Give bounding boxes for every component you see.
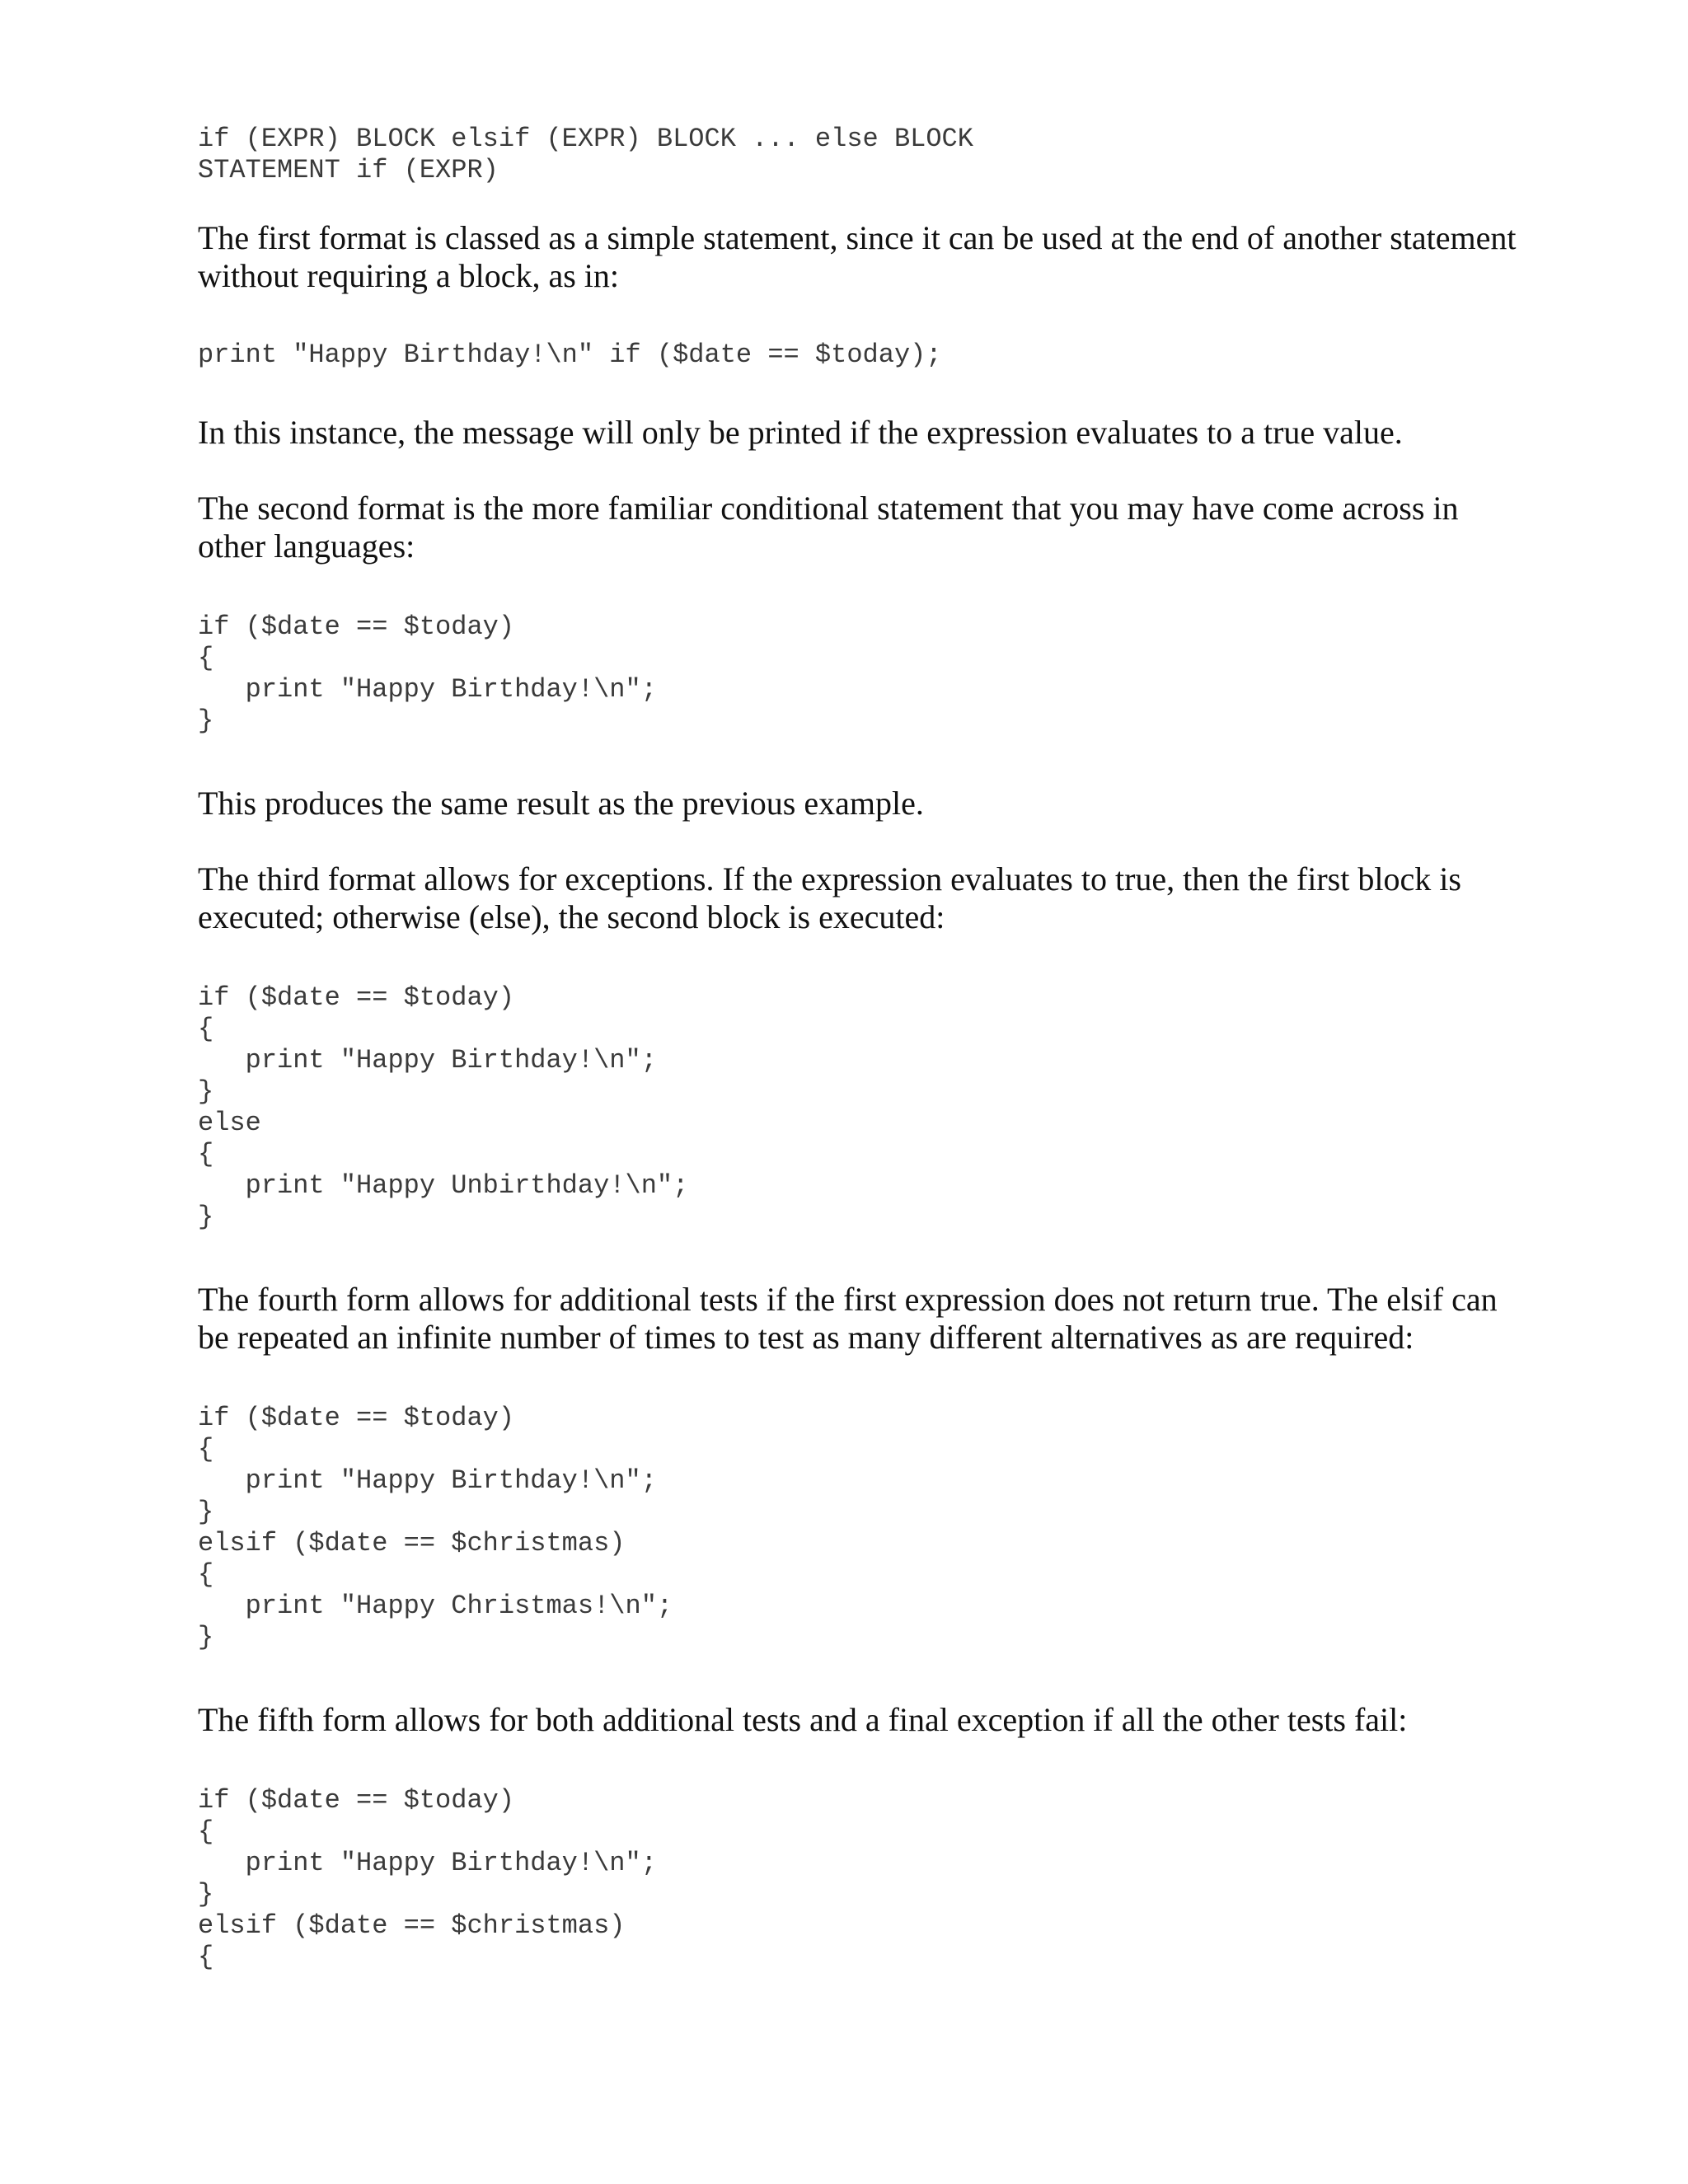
paragraph-instance: In this instance, the message will only be printed if the expression evaluates to a true value. xyxy=(198,414,1403,451)
paragraph-first-format: The first format is classed as a simple statement, since it can be used at the end of another statement without requiring a block, as in: xyxy=(198,219,1517,294)
code-example-if-block: if ($date == $today) { print "Happy Birthday!\n"; } xyxy=(198,612,657,736)
syntax-code-block: if (EXPR) BLOCK elsif (EXPR) BLOCK ... else BLOCK STATEMENT if (EXPR) xyxy=(198,124,973,185)
code-example-if-else: if ($date == $today) { print "Happy Birthday!\n"; } else { print "Happy Unbirthday!\n"; } xyxy=(198,982,689,1232)
code-example-if-elsif-else: if ($date == $today) { print "Happy Birthday!\n"; } elsif ($date == $christmas) { xyxy=(198,1785,657,1972)
document-page xyxy=(198,124,1517,1973)
paragraph-second-format: The second format is the more familiar conditional statement that you may have come across in other languages: xyxy=(198,490,1459,565)
code-example-if-elsif: if ($date == $today) { print "Happy Birthday!\n"; } elsif ($date == $christmas) { print "Happy Christmas!\n"; } xyxy=(198,1403,673,1652)
paragraph-fifth-form: The fifth form allows for both additional tests and a final exception if all the other tests fail: xyxy=(198,1701,1408,1738)
paragraph-fourth-form: The fourth form allows for additional tests if the first expression does not return true. The elsif can be repeated an infinite number of times to test as many different alternatives as are required: xyxy=(198,1281,1498,1356)
code-example-statement-if: print "Happy Birthday!\n" if ($date == $today); xyxy=(198,340,942,370)
paragraph-same-result: This produces the same result as the previous example. xyxy=(198,785,924,822)
paragraph-third-format: The third format allows for exceptions. If the expression evaluates to true, then the first block is executed; otherwise (else), the second block is executed: xyxy=(198,860,1461,935)
